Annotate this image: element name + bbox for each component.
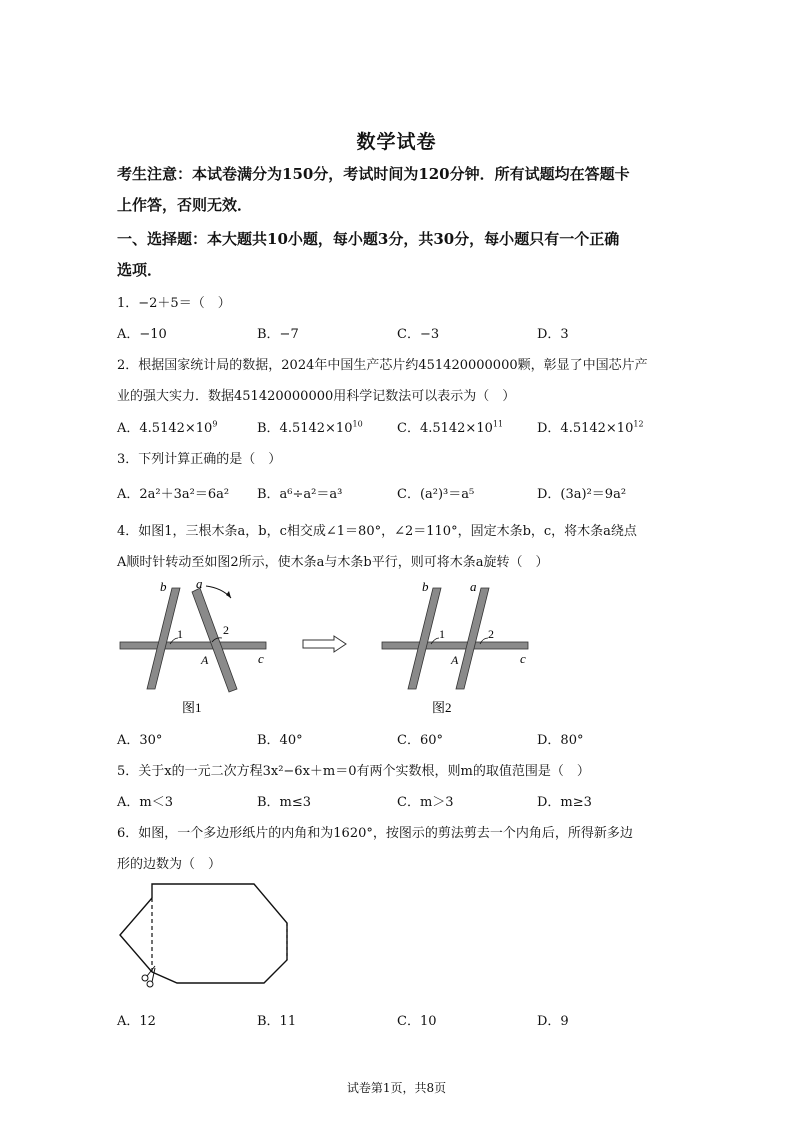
q3-option-c: C．(a²)³＝a⁵ (397, 487, 475, 502)
label-angle-1: 1 (177, 627, 183, 641)
label-a: a (470, 579, 477, 594)
q5-option-b: B．m≤3 (257, 795, 312, 810)
label-angle-2: 2 (223, 623, 229, 637)
transition-arrow (303, 636, 346, 652)
q2-line-1: 2．根据国家统计局的数据，2024年中国生产芯片约451420000000颗，彰显了中国芯片产 (117, 358, 648, 373)
section-heading-line-2: 选项． (117, 261, 163, 279)
q4-figure (110, 576, 550, 721)
q6-option-c: C．10 (397, 1014, 437, 1029)
q5-option-a: A．m＜3 (117, 795, 173, 810)
stick-a (456, 588, 489, 689)
page-footer: 试卷第1页，共8页 (346, 1081, 447, 1095)
q6-polygon-figure (115, 880, 300, 990)
stick-c (382, 642, 528, 649)
stick-c (120, 642, 266, 649)
q2-option-c: C．$4.5142\times 10^{11}$ (397, 419, 504, 436)
rotation-arrowhead (226, 591, 231, 598)
fig1-caption: 图1 (182, 700, 202, 715)
q1-stem: 1．−2＋5＝（ ） (117, 296, 231, 311)
q4-line-2: A顺时针转动至如图2所示，使木条a与木条b平行，则可将木条a旋转（ ） (117, 555, 549, 570)
label-point-a: A (201, 653, 209, 667)
q5-stem: 5．关于x的一元二次方程3x²−6x＋m＝0有两个实数根，则m的取值范围是（ ） (117, 764, 590, 779)
polygon-outline (152, 884, 287, 983)
q6-line-1: 6．如图，一个多边形纸片的内角和为1620°，按图示的剪法剪去一个内角后，所得新多边 (117, 826, 633, 841)
q6-option-d: D．9 (537, 1014, 569, 1029)
q6-option-a: A．12 (117, 1014, 156, 1029)
q1-option-a: A．−10 (117, 327, 167, 342)
label-b: b (160, 579, 167, 594)
scissors-icon (142, 966, 155, 987)
q4-option-a: A．30° (117, 733, 163, 748)
q4-option-d: D．80° (537, 733, 584, 748)
label-c: c (520, 651, 526, 666)
q2-line-2: 业的强大实力．数据451420000000用科学记数法可以表示为（ ） (117, 389, 516, 404)
q1-option-d: D．3 (537, 327, 569, 342)
q2-option-d: D．$4.5142\times 10^{12}$ (537, 419, 644, 436)
q4-option-b: B．40° (257, 733, 303, 748)
q3-stem: 3．下列计算正确的是（ ） (117, 452, 282, 467)
label-a: a (196, 576, 203, 591)
q4-line-1: 4．如图1，三根木条a，b，c相交成∠1＝80°，∠2＝110°，固定木条b，c，将木条a绕点 (117, 524, 637, 539)
figure-1 (120, 576, 266, 715)
q6-option-b: B．11 (257, 1014, 297, 1029)
notice-line-1: 考生注意：本试卷满分为150分，考试时间为120分钟．所有试题均在答题卡 (117, 165, 630, 183)
q3-option-b: B．a⁶÷a²＝a³ (257, 487, 343, 502)
label-point-a: A (451, 653, 459, 667)
section-heading-line-1: 一、选择题：本大题共10小题，每小题3分，共30分，每小题只有一个正确 (117, 230, 620, 248)
fig2-caption: 图2 (432, 700, 452, 715)
q5-option-d: D．m≥3 (537, 795, 592, 810)
notice-line-2: 上作答，否则无效． (117, 196, 253, 214)
label-angle-1: 1 (439, 627, 445, 641)
q3-option-d: D．(3a)²＝9a² (537, 487, 627, 502)
figure-2 (382, 579, 528, 715)
q1-option-b: B．−7 (257, 327, 299, 342)
label-b: b (422, 579, 429, 594)
q3-option-a: A．2a²＋3a²＝6a² (117, 487, 230, 502)
q6-line-2: 形的边数为（ ） (117, 857, 222, 872)
page-title: 数学试卷 (356, 131, 437, 153)
q1-option-c: C．−3 (397, 327, 440, 342)
cut-corner (120, 898, 152, 972)
q4-option-c: C．60° (397, 733, 443, 748)
label-angle-2: 2 (488, 627, 494, 641)
q5-option-c: C．m＞3 (397, 795, 454, 810)
label-c: c (258, 651, 264, 666)
rotation-arrow (206, 586, 231, 598)
q2-option-b: B．$4.5142\times 10^{10}$ (257, 419, 363, 436)
q2-option-a: A．$4.5142\times 10^9$ (117, 419, 218, 436)
